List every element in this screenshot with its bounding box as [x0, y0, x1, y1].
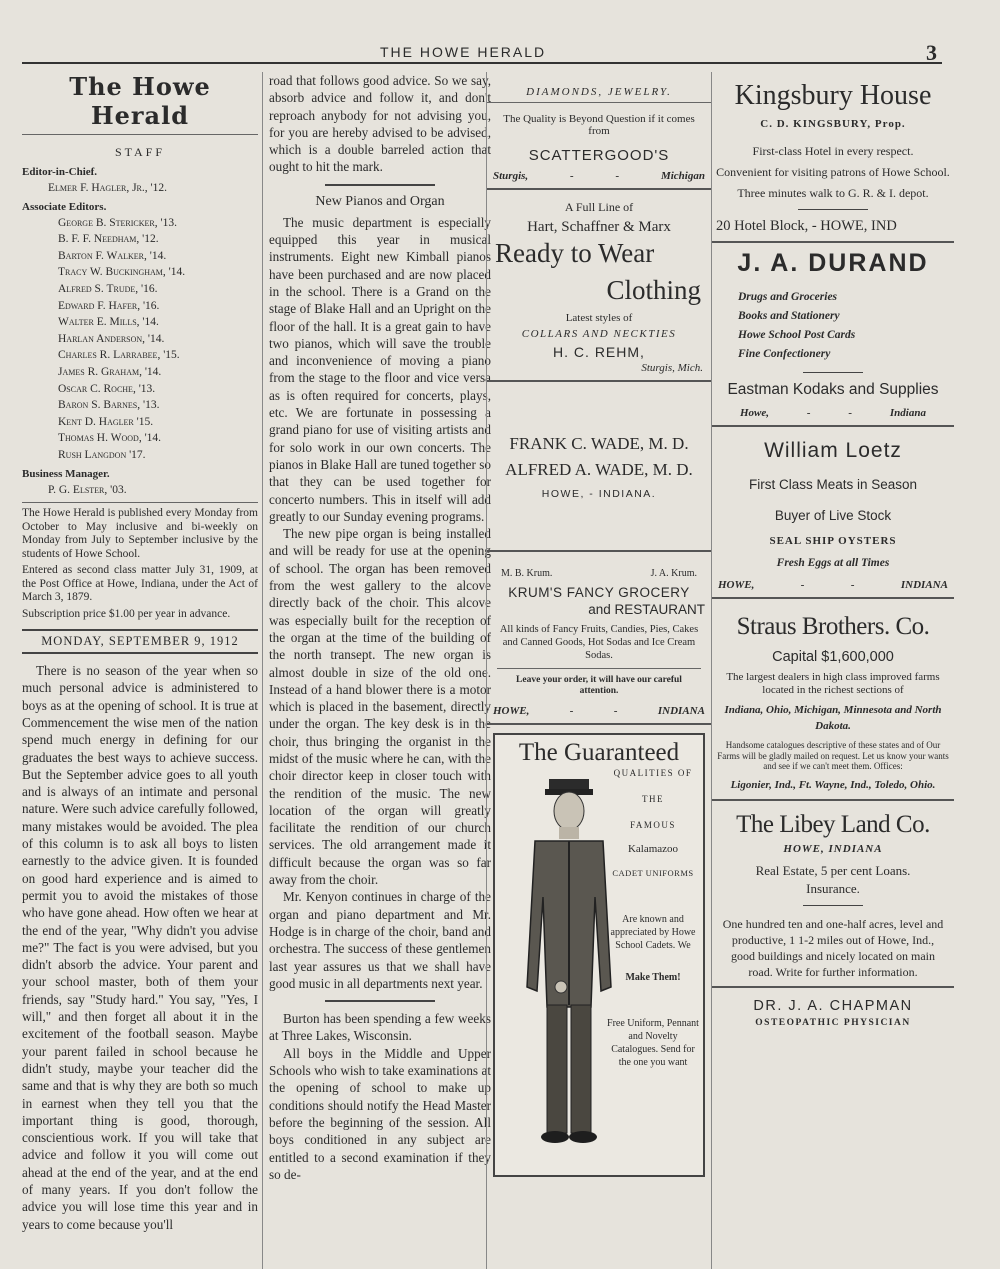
manager-name: P. G. Elster, '03.: [48, 483, 127, 496]
ad-town: HOWE,: [493, 705, 530, 717]
article-paragraph: The music department is especially equipped this year in musical instruments. Eight new Kimball pianos have been purchased and are now placed in the school. There is a Grand on the stage of Blake Hall and an Upright on the floor of the hall. It is a great gain to have two pianos, which will save the trouble and inconvenience of moving a piano from the stage to the floor and vice versa as is often required for concerts, plays, etc. We are fortunate in possessing a grand piano for use of visiting artists and for solo work in our own concerts. The pianos in Blake Hall are tuned together so that they can be used together for concerto numbers. This in itself will add greatly to our Sunday evening programs.: [269, 214, 491, 524]
column-news: [262, 72, 491, 1269]
associate-editor: Alfred S. Trude, '16.: [58, 282, 158, 295]
ad-text: Capital $1,600,000: [772, 649, 894, 665]
masthead-title: THE HOWE HERALD: [380, 44, 547, 60]
associate-editor: Tracy W. Buckingham, '14.: [58, 266, 186, 279]
ad-text: Latest styles of: [565, 312, 633, 324]
divider: [803, 905, 863, 906]
divider: [712, 597, 954, 599]
associate-editor: Barton F. Walker, '14.: [58, 249, 167, 262]
associate-list: [22, 215, 258, 464]
news-item: Burton has been spending a few weeks at Three Lakes, Wisconsin.: [269, 1011, 491, 1044]
article-paragraph: Mr. Kenyon continues in charge of the organ and piano department and Mr. Hodge is in charge of the choir, band and orchestra. The success of these gentlemen last year assures us that we shall have good music in all departments next year.: [269, 889, 491, 991]
column-staff-editorial: [22, 72, 258, 1269]
editor-label: Editor-in-Chief.: [22, 166, 98, 178]
ad-text: QUALITIES OF: [613, 768, 693, 778]
ad-business-name: FRANK C. WADE, M. D.: [509, 434, 689, 453]
ad-location: [487, 170, 711, 182]
ad-text: One hundred ten and one-half acres, level and productive, 1 1-2 miles out of Howe, Ind., good buildings and nicely located on main road. Write for further information.: [722, 916, 944, 979]
divider: [487, 723, 711, 725]
divider: [712, 799, 954, 801]
divider: [712, 241, 954, 243]
ad-state: INDIANA: [900, 579, 948, 591]
ad-headline: Ready to Wear: [495, 238, 655, 268]
dash: -: [569, 170, 574, 182]
cadet-illustration-icon: [513, 777, 625, 1147]
page-number: 3: [926, 40, 937, 65]
dash: -: [848, 407, 853, 419]
ad-text: A Full Line of: [564, 200, 634, 214]
ad-town: Howe,: [740, 407, 770, 419]
masthead-rule: [22, 62, 942, 64]
ad-business-name: KRUM'S FANCY GROCERY: [508, 585, 690, 600]
ad-state: Indiana: [889, 407, 926, 419]
staff-heading: STAFF: [114, 145, 166, 159]
divider: [712, 986, 954, 988]
ad-text: FAMOUS: [630, 820, 676, 830]
associate-editor: Edward F. Hafer, '16.: [58, 299, 160, 312]
ad-text: Handsome catalogues descriptive of these states and of Our Farms will be gladly mailed on request. Let us know your wants and see if we can't meet them. Offices:: [717, 740, 949, 771]
ad-location: 20 Hotel Block, - HOWE, IND: [716, 218, 897, 234]
ad-heading: DIAMONDS, JEWELRY.: [526, 86, 672, 98]
ad-text: Are known and appreciated by Howe School Cadets. We: [610, 914, 696, 951]
ad-text: The largest dealers in high class improved farms located in the richest sections of: [726, 671, 940, 696]
dash: -: [613, 705, 618, 717]
divider: [22, 134, 258, 135]
dash: -: [806, 407, 811, 419]
ad-location: HOWE, - INDIANA.: [541, 488, 657, 500]
editorial-text: There is no season of the year when so much personal advice is administered to boys as at the opening of school. It is true at Commencement the wise men of the nation spend much energy in defining for our graduates the best ways to achieve success. But the September advice goes to all youth and is always of an intimate and personal nature. Were such advice carefully followed, many mistakes would be avoided. The plea of this column is to ask all boys to listen earnestly to the advice given. It is founded on good hard experience and is aimed to permit you to avoid the mistakes of those who have gone ahead. How often we hear at the end of the year, "Why didn't you advise me?" The fact is you were advised, but you didn't absorb the advice. Your parent and your school master, both of them your friends, say "Study hard." You say, "Yes, I will," and then forget all about it in the excitement of the football season. Maybe your parent failed in school because he didn't study, maybe your teacher did the same and that is why they are both so much in earnest when they tell you that the important thing is good, thorough, conscientious work. If you will take that advice and follow it you will come out ahead at the end of the year, and at the end of many years. If you don't follow the advice you will lose time this year and in years to come because you'll: [22, 663, 258, 1232]
divider: [487, 188, 711, 190]
ad-state: Michigan: [660, 170, 705, 182]
ad-straus: [712, 605, 954, 793]
subscription-note: Subscription price $1.00 per year in advance.: [22, 607, 231, 620]
ad-location: Sturgis, Mich.: [641, 362, 703, 374]
associate-editor: B. F. F. Needham, '12.: [58, 233, 159, 246]
associate-label: Associate Editors.: [22, 200, 107, 213]
cadet-figure: [495, 767, 703, 1149]
ad-business-name: The Libey Land Co.: [736, 810, 930, 838]
column-ads-a: [486, 72, 712, 1269]
dash: -: [569, 705, 574, 717]
ad-text: OSTEOPATHIC PHYSICIAN: [755, 1017, 911, 1028]
divider: [487, 102, 711, 103]
ad-text: Real Estate, 5 per cent Loans.: [755, 862, 911, 878]
divider: [487, 550, 711, 552]
ad-business-name: SCATTERGOOD'S: [528, 147, 670, 164]
dash: -: [850, 579, 855, 591]
ad-text: Free Uniform, Pennant and Novelty Catalogues. Send for the one you want: [607, 1018, 699, 1068]
ad-item: Books and Stationery: [738, 310, 840, 322]
ad-text: THE: [642, 794, 664, 804]
ad-text: Insurance.: [806, 880, 860, 896]
ad-text: Hart, Schaffner & Marx: [527, 219, 671, 235]
ad-text: All kinds of Fancy Fruits, Candies, Pies, Cakes and Canned Goods, Hot Sodas and Ice Cream Sodas.: [499, 624, 699, 661]
ad-business-name: ALFRED A. WADE, M. D.: [505, 460, 693, 479]
column-ads-b: [712, 72, 954, 1269]
ad-krum: [487, 558, 711, 717]
divider: [325, 1000, 435, 1002]
manager-label: Business Manager.: [22, 467, 110, 480]
associate-editor: Oscar C. Roche, '13.: [58, 382, 156, 395]
ad-headline: The Guaranteed: [518, 739, 680, 766]
editor-name: Elmer F. Hagler, Jr., '12.: [48, 182, 167, 194]
ad-text: Three minutes walk to G. R. & I. depot.: [737, 186, 929, 200]
ad-text: Buyer of Live Stock: [774, 508, 892, 523]
ad-business-name: and RESTAURANT: [588, 602, 705, 617]
divider: [497, 668, 701, 669]
ad-text: SEAL SHIP OYSTERS: [769, 535, 897, 547]
ad-town: HOWE,: [718, 579, 755, 591]
associate-editor: Thomas H. Wood, '14.: [58, 432, 162, 445]
ad-wade: [487, 388, 711, 514]
ad-text: Indiana, Ohio, Michigan, Minnesota and North Dakota.: [724, 704, 942, 732]
ad-item: Howe School Post Cards: [738, 329, 856, 341]
associate-editor: Harlan Anderson, '14.: [58, 332, 165, 345]
article-heading: New Pianos and Organ: [315, 193, 445, 209]
associate-editor: Baron S. Barnes, '13.: [58, 399, 160, 412]
ad-location: HOWE, INDIANA: [783, 842, 883, 855]
associate-editor: Kent D. Hagler '15.: [58, 415, 154, 428]
divider: [487, 380, 711, 382]
dateline: MONDAY, SEPTEMBER 9, 1912: [22, 629, 258, 654]
ad-libey: [712, 807, 954, 980]
divider: [798, 209, 868, 210]
associate-editor: Charles R. Larrabee, '15.: [58, 349, 180, 362]
ad-state: INDIANA: [657, 705, 705, 717]
divider: [22, 502, 258, 503]
ad-chapman: [712, 994, 954, 1028]
ad-business-name: Straus Brothers. Co.: [736, 613, 930, 640]
ad-location: [487, 705, 711, 717]
ad-text: Kalamazoo: [627, 843, 679, 855]
ad-item: Drugs and Groceries: [738, 291, 838, 303]
ad-text: C. D. KINGSBURY, Prop.: [760, 118, 906, 130]
ad-text: The Quality is Beyond Question if it comes from: [503, 113, 695, 137]
publishing-note: The Howe Herald is published every Monday from October to May inclusive and bi-weekly on Monday from July to September inclusive by the students of Howe School.: [22, 507, 258, 560]
ad-business-name: DR. J. A. CHAPMAN: [753, 997, 913, 1014]
ad-business-name: Kingsbury House: [734, 80, 932, 111]
divider: [803, 372, 863, 373]
paper-title: The Howe Herald: [69, 72, 211, 130]
ad-text: Ligonier, Ind., Ft. Wayne, Ind., Toledo, Ohio.: [730, 778, 936, 791]
ad-scattergood: [487, 72, 711, 182]
ad-owner: J. A. Krum.: [650, 568, 697, 579]
dash: -: [800, 579, 805, 591]
article-paragraph: The new pipe organ is being installed and will be ready for use at the opening of school. The organ has been removed from the west gallery to the alcove directly back of the choir. This alcove was especially built for the reception of the organ at the time of the building of the north transept. The new organ is almost double in size of the old one. Instead of a hand blower there is a motor which is placed in the basement, directly under the organ. The key desk is in the choir, thus bringing the organist in the midst of the music where he can, with the choir director keep in closer touch with the rendition of the music. The new location of the organ will greatly facilitate the rendition of our church services. The old arrangement made it difficult because the organ was so far away from the choir.: [269, 526, 491, 888]
associate-editor: James R. Graham, '14.: [58, 365, 162, 378]
entry-note: Entered as second class matter July 31, 1909, at the Post Office at Howe, Indiana, under the Act of March 3, 1879.: [22, 564, 258, 604]
ad-text: First-class Hotel in every respect.: [752, 144, 914, 158]
ad-text: Leave your order, it will have our careful attention.: [516, 675, 682, 696]
associate-editor: George B. Stericker, '13.: [58, 216, 177, 229]
ad-kalamazoo-uniforms: [493, 733, 705, 1177]
ad-text: COLLARS AND NECKTIES: [521, 328, 677, 340]
news-item: All boys in the Middle and Upper Schools who wish to take examinations at the opening of school to make up conditions should notify the Head Master before the beginning of the session. All boys conditioned in any subject are entitled to a second examination if they so de-: [269, 1045, 491, 1182]
ad-business-name: H. C. REHM,: [553, 344, 645, 360]
ad-rehm: [487, 196, 711, 374]
ad-text: First Class Meats in Season: [748, 477, 918, 492]
ad-text: Make Them!: [625, 972, 681, 983]
ad-durand: [712, 249, 954, 419]
divider: [712, 425, 954, 427]
ad-text: Eastman Kodaks and Supplies: [727, 381, 939, 398]
ad-items: [712, 288, 954, 364]
divider: [325, 184, 435, 186]
ad-owners: [487, 568, 711, 579]
associate-editor: Walter E. Mills, '14.: [58, 316, 159, 329]
ad-town: Sturgis,: [493, 170, 529, 182]
ad-location: [712, 579, 954, 591]
dash: -: [615, 170, 620, 182]
ad-text: CADET UNIFORMS: [612, 868, 694, 878]
ad-location: [712, 407, 954, 419]
ad-headline: Clothing: [606, 275, 701, 305]
ad-item: Fine Confectionery: [738, 348, 831, 360]
ad-kingsbury: [712, 72, 954, 235]
ad-business-name: William Loetz: [764, 439, 902, 462]
editorial-continued: road that follows good advice. So we say, absorb advice and follow it, and don't reproach anybody for not advising you, for you are hereby advised to be advised, which is a double barreled action that ought to hit the mark.: [269, 73, 491, 175]
ad-loetz: [712, 433, 954, 591]
ad-owner: M. B. Krum.: [501, 568, 553, 579]
associate-editor: Rush Langdon '17.: [58, 448, 146, 461]
ad-business-name: J. A. DURAND: [737, 249, 929, 277]
ad-text: Convenient for visiting patrons of Howe School.: [716, 165, 950, 179]
ad-text: Fresh Eggs at all Times: [776, 557, 890, 569]
